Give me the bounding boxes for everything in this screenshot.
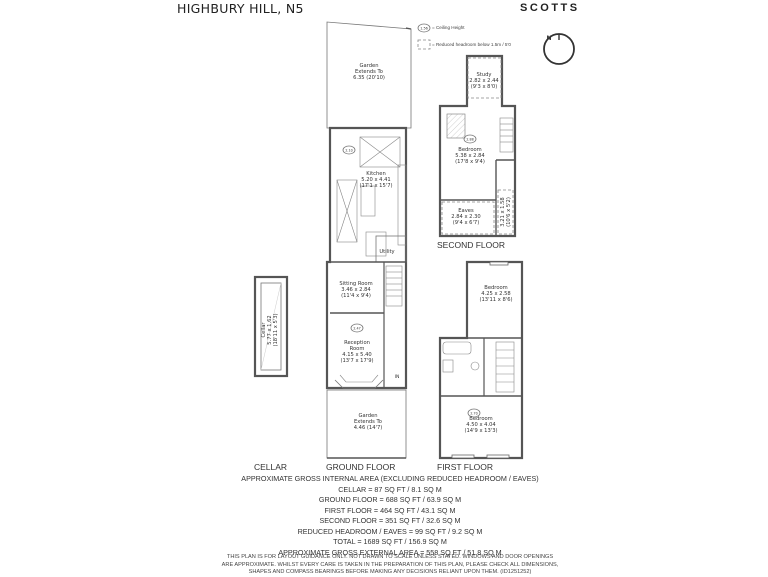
reception-name: Reception [344, 340, 370, 346]
reception-ceiling-height: 2.47 [353, 326, 361, 331]
sitting-room-dims: 3.46 x 2.84 [341, 287, 371, 293]
bedroom-second-dims-imperial: (17'8 x 9'4) [455, 159, 485, 165]
sitting-room-dims-imperial: (11'4 x 9'4) [341, 293, 371, 299]
study-name: Study [476, 72, 492, 78]
cellar-dims: 5.77 x 1.62 [267, 315, 273, 345]
disclaimer-line-1: THIS PLAN IS FOR LAYOUT GUIDANCE ONLY. NOT DRAWN TO SCALE UNLESS STATED. WINDOWS AND DOOR OPENINGS [226, 554, 554, 560]
garden-front-name: Garden [358, 413, 378, 419]
bedroom-first-bottom-dims-imperial: (14'9 x 13'3) [464, 428, 498, 434]
study-dims-imperial: (9'3 x 8'0) [470, 84, 498, 90]
area-cellar: CELLAR = 87 SQ FT / 8.1 SQ M [338, 484, 442, 494]
area-summary [120, 474, 660, 558]
bedroom-first-top-dims: 4.25 x 2.58 [481, 291, 511, 297]
entrance-marker: IN [394, 375, 400, 380]
study-dims: 2.82 x 2.44 [469, 78, 499, 84]
area-heading: APPROXIMATE GROSS INTERNAL AREA (EXCLUDING REDUCED HEADROOM / EAVES) [241, 474, 539, 483]
cellar-dims-imperial: (18'11 x 5'3) [273, 313, 279, 347]
garden-front-line2: Extends To [354, 419, 382, 425]
reduced-headroom-legend-symbol [418, 40, 430, 49]
area-reduced-headroom: REDUCED HEADROOM / EAVES = 99 SQ FT / 9.2 SQ M [297, 526, 483, 536]
second-floor-ceiling-height: 2.88 [466, 137, 474, 142]
cellar-name: Cellar [261, 322, 267, 338]
compass [544, 34, 574, 64]
bedroom-first-top-dims-imperial: (13'11 x 8'6) [479, 297, 513, 303]
bedroom-first-bottom-dims: 4.50 x 4.04 [466, 422, 496, 428]
disclaimer [160, 554, 620, 577]
reception-dims-imperial: (13'7 x 17'9) [340, 358, 374, 364]
garden-rear-line3: 6.35 (20'10) [353, 75, 385, 81]
kitchen-dims: 5.20 x 4.41 [361, 177, 391, 183]
utility-name: Utility [379, 249, 395, 255]
ground-stairs [386, 266, 402, 306]
area-external: APPROXIMATE GROSS EXTERNAL AREA = 558 SQ FT / 51.8 SQ M [278, 547, 502, 557]
ground-floor-plan [327, 22, 411, 458]
first-floor-ceiling-height: 2.70 [470, 411, 478, 416]
agency-brand: SCOTTS [520, 2, 580, 14]
ceiling-height-symbol-value: 1.56 [420, 26, 428, 31]
kitchen-name: Kitchen [366, 171, 386, 177]
ceiling-height-legend-label: = Ceiling Height [432, 25, 465, 30]
area-second-floor: SECOND FLOOR = 351 SQ FT / 32.6 SQ M [319, 516, 461, 525]
garden-front-line3: 4.46 (14'7) [353, 425, 383, 431]
kitchen-ceiling-height: 2.10 [345, 148, 353, 153]
cellar-label: CELLAR [254, 462, 288, 472]
eaves-dims: 2.84 x 2.30 [451, 214, 481, 220]
reception-dims: 4.15 x 5.40 [342, 352, 372, 358]
bedroom-first-bottom-name: Bedroom [469, 416, 493, 422]
sitting-room-name: Sitting Room [339, 281, 373, 287]
eaves-name: Eaves [458, 208, 474, 214]
compass-letter: N [546, 35, 552, 42]
disclaimer-line-2: ARE APPROXIMATE. WHILST EVERY CARE IS TAKEN IN THE PREPARATION OF THIS PLAN, PLEASE CHECK ALL DIMENSIONS, [221, 561, 559, 568]
area-ground-floor: GROUND FLOOR = 688 SQ FT / 63.9 SQ M [318, 495, 462, 504]
garden-rear-line2: Extends To [355, 69, 383, 75]
ground-floor-label: GROUND FLOOR [326, 462, 396, 472]
side-room-dims: 3.21 x 1.58 [500, 197, 506, 227]
bedroom-first-top-name: Bedroom [484, 285, 508, 291]
bedroom-second-name: Bedroom [458, 147, 482, 153]
property-address: HIGHBURY HILL, N5 [177, 1, 304, 16]
first-floor-label: FIRST FLOOR [437, 462, 494, 472]
garden-rear-name: Garden [359, 63, 379, 69]
reduced-headroom-legend-label: = Reduced headroom below 1.5m / 5'0 [432, 42, 511, 47]
cellar-plan [255, 277, 287, 376]
area-first-floor: FIRST FLOOR = 464 SQ FT / 43.1 SQ M [324, 505, 456, 515]
second-floor-plan [440, 56, 515, 236]
disclaimer-line-3: SHAPES AND COMPASS BEARINGS BEFORE MAKING ANY DECISIONS RELIANT UPON THEM. (ID1251252) [248, 569, 532, 575]
bedroom-second-dims: 5.38 x 2.84 [455, 153, 485, 159]
first-floor-stairs [496, 342, 514, 392]
side-room-dims-imperial: (10'6 x 5'2) [506, 197, 512, 227]
first-floor-plan [440, 262, 522, 458]
second-floor-label: SECOND FLOOR [437, 240, 506, 250]
reception-name-line2: Room [349, 346, 365, 352]
legend [418, 24, 430, 49]
eaves-dims-imperial: (9'4 x 6'7) [452, 220, 480, 226]
kitchen-dims-imperial: (17'1 x 15'7) [359, 183, 393, 189]
area-total: TOTAL = 1689 SQ FT / 156.9 SQ M [333, 537, 447, 546]
